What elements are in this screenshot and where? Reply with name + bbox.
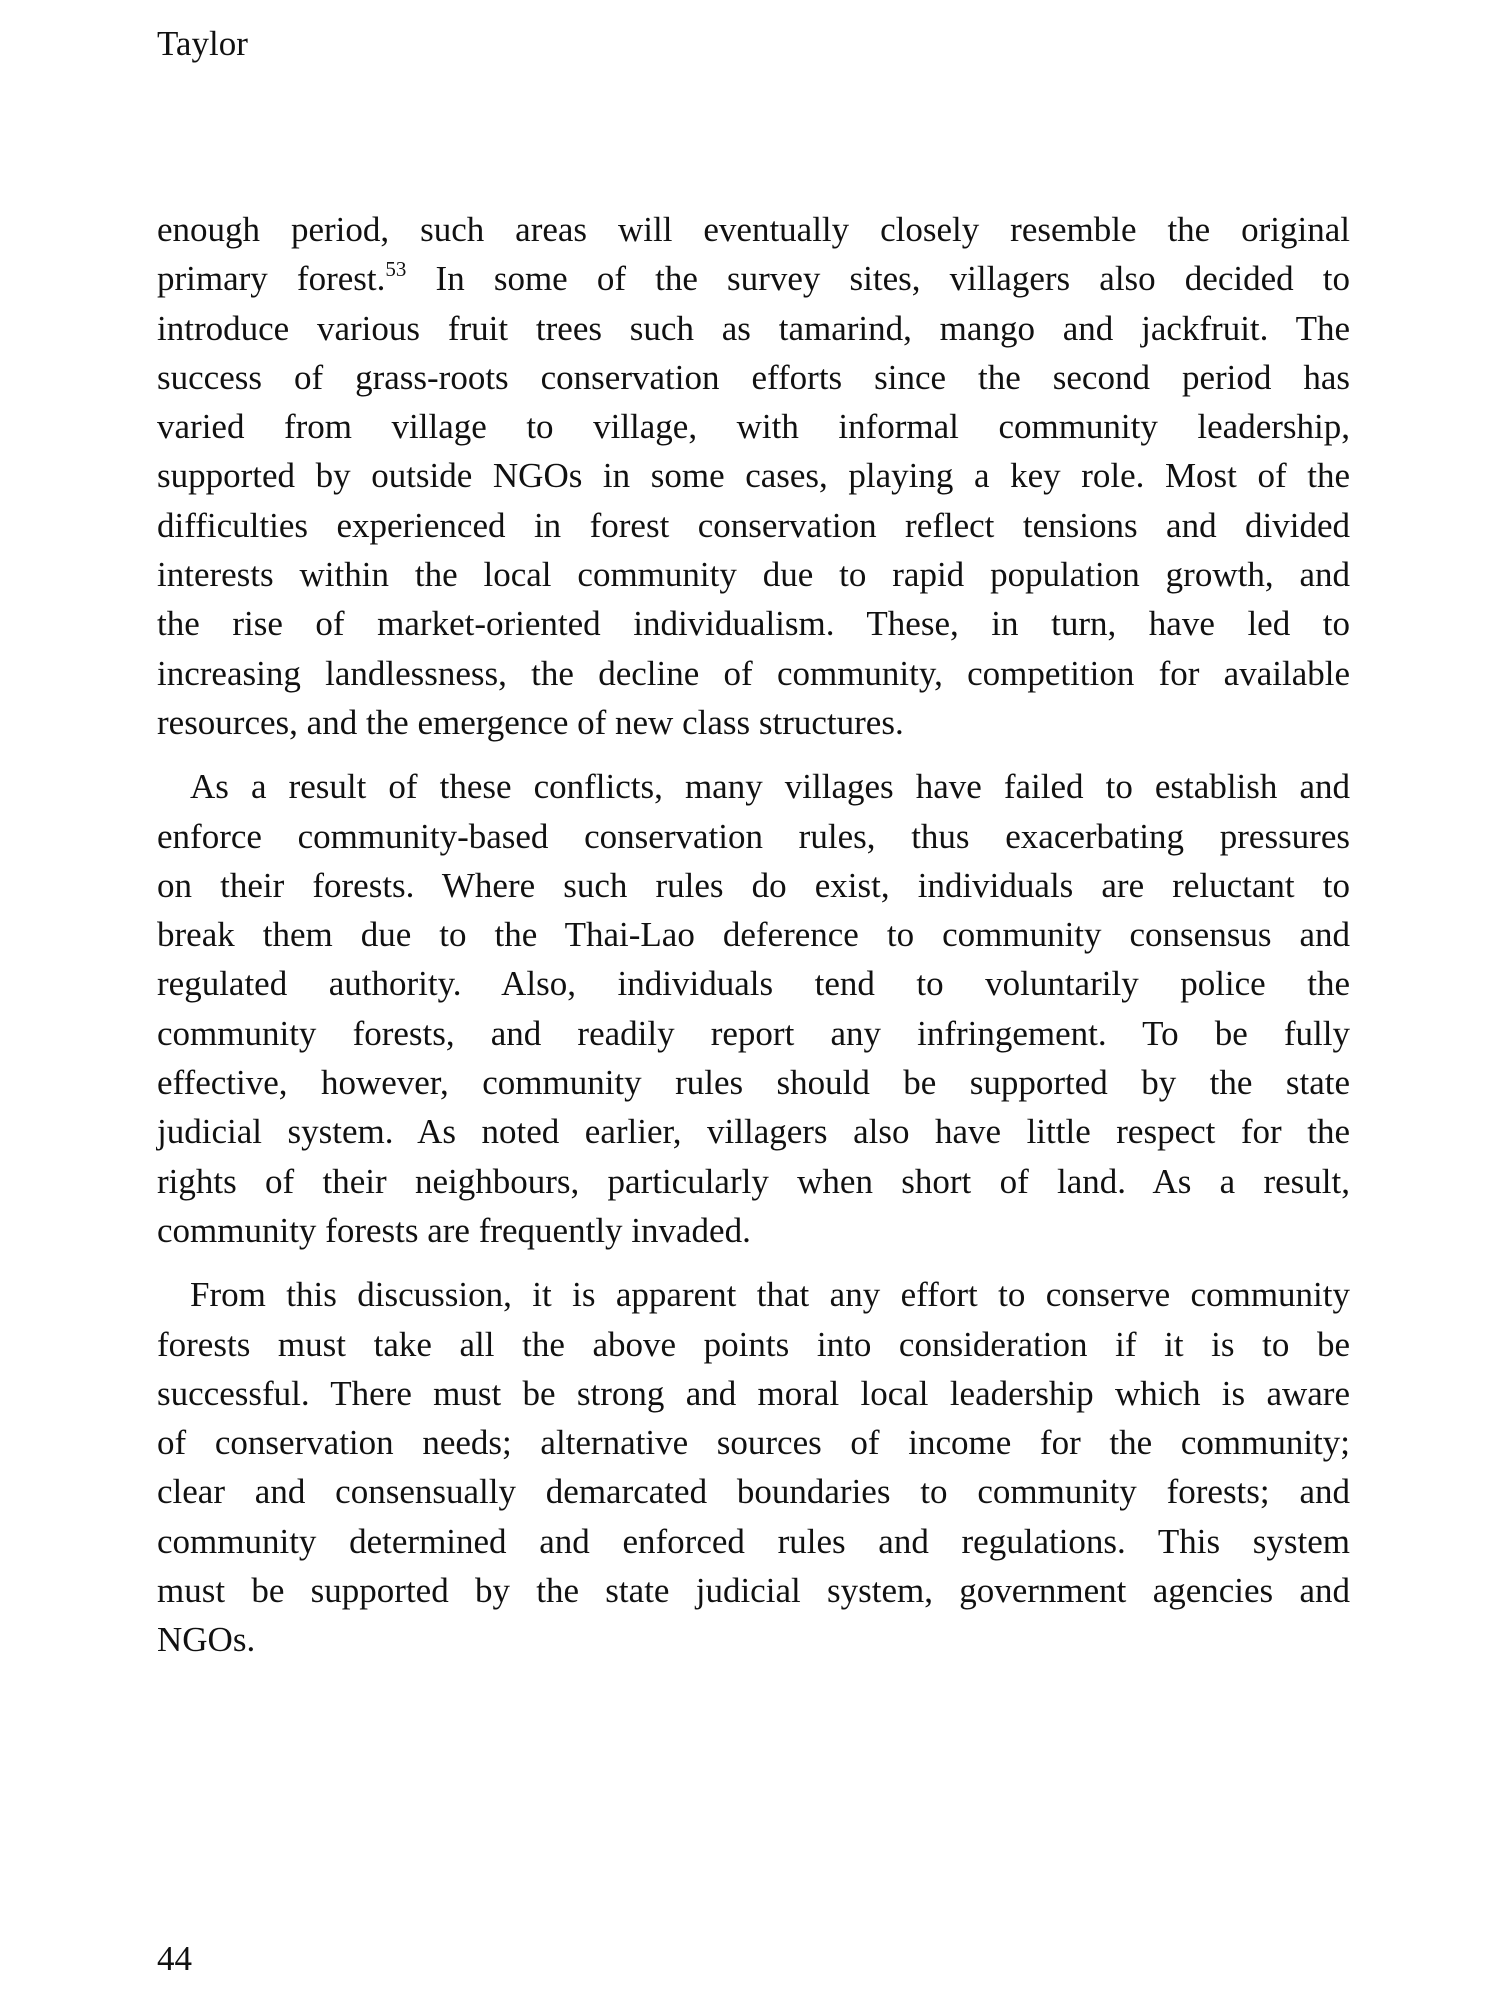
text-line: on their forests. Where such rules do exist, individuals are reluctant to xyxy=(157,865,1350,905)
text-line xyxy=(157,254,1350,303)
running-head: Taylor xyxy=(157,24,248,63)
text-line: As a result of these conflicts, many villages have failed to establish and xyxy=(190,767,1350,807)
text-line: community forests, and readily report any infringement. To be fully xyxy=(157,1013,1350,1053)
footnote-reference[interactable]: 53 xyxy=(385,257,407,282)
text-line: the rise of market-oriented individualism. These, in turn, have led to xyxy=(157,604,1350,644)
text-line: of conservation needs; alternative sources of income for the community; xyxy=(157,1423,1350,1463)
text-line: increasing landlessness, the decline of community, competition for available xyxy=(157,653,1350,693)
text-line: supported by outside NGOs in some cases, playing a key role. Most of the xyxy=(157,456,1350,496)
body-text xyxy=(157,205,1350,1680)
text-line: difficulties experienced in forest conservation reflect tensions and divided xyxy=(157,505,1350,545)
paragraph xyxy=(157,762,1350,1255)
paragraph xyxy=(157,205,1350,747)
text-line: introduce various fruit trees such as tamarind, mango and jackfruit. The xyxy=(157,308,1350,348)
text-line: varied from village to village, with informal community leadership, xyxy=(157,407,1350,447)
text-line: NGOs. xyxy=(157,1620,256,1660)
text-line: successful. There must be strong and moral local leadership which is aware xyxy=(157,1373,1350,1413)
text-line: regulated authority. Also, individuals tend to voluntarily police the xyxy=(157,964,1350,1004)
text-line: community determined and enforced rules and regulations. This system xyxy=(157,1521,1350,1561)
text-line: must be supported by the state judicial system, government agencies and xyxy=(157,1571,1350,1611)
text-line: resources, and the emergence of new class structures. xyxy=(157,702,904,742)
page-number: 44 xyxy=(157,1939,192,1978)
text-line: rights of their neighbours, particularly when short of land. As a result, xyxy=(157,1161,1350,1201)
text-line: interests within the local community due to rapid population growth, and xyxy=(157,555,1350,595)
paragraph xyxy=(157,1270,1350,1664)
text-line: clear and consensually demarcated boundaries to community forests; and xyxy=(157,1472,1350,1512)
text-line: community forests are frequently invaded. xyxy=(157,1210,751,1250)
text-line: From this discussion, it is apparent that any effort to conserve community xyxy=(190,1275,1350,1315)
text-line: judicial system. As noted earlier, villagers also have little respect for the xyxy=(157,1112,1350,1152)
text-line: success of grass-roots conservation efforts since the second period has xyxy=(157,357,1350,397)
text-line: effective, however, community rules should be supported by the state xyxy=(157,1063,1350,1103)
text-line: break them due to the Thai-Lao deference to community consensus and xyxy=(157,915,1350,955)
text-segment: primary forest. xyxy=(157,259,386,299)
text-line: forests must take all the above points into consideration if it is to be xyxy=(157,1324,1350,1364)
text-segment: In some of the survey sites, villagers also decided to xyxy=(406,259,1351,299)
text-line: enforce community-based conservation rules, thus exacerbating pressures xyxy=(157,816,1350,856)
text-line: enough period, such areas will eventually closely resemble the original xyxy=(157,210,1350,249)
